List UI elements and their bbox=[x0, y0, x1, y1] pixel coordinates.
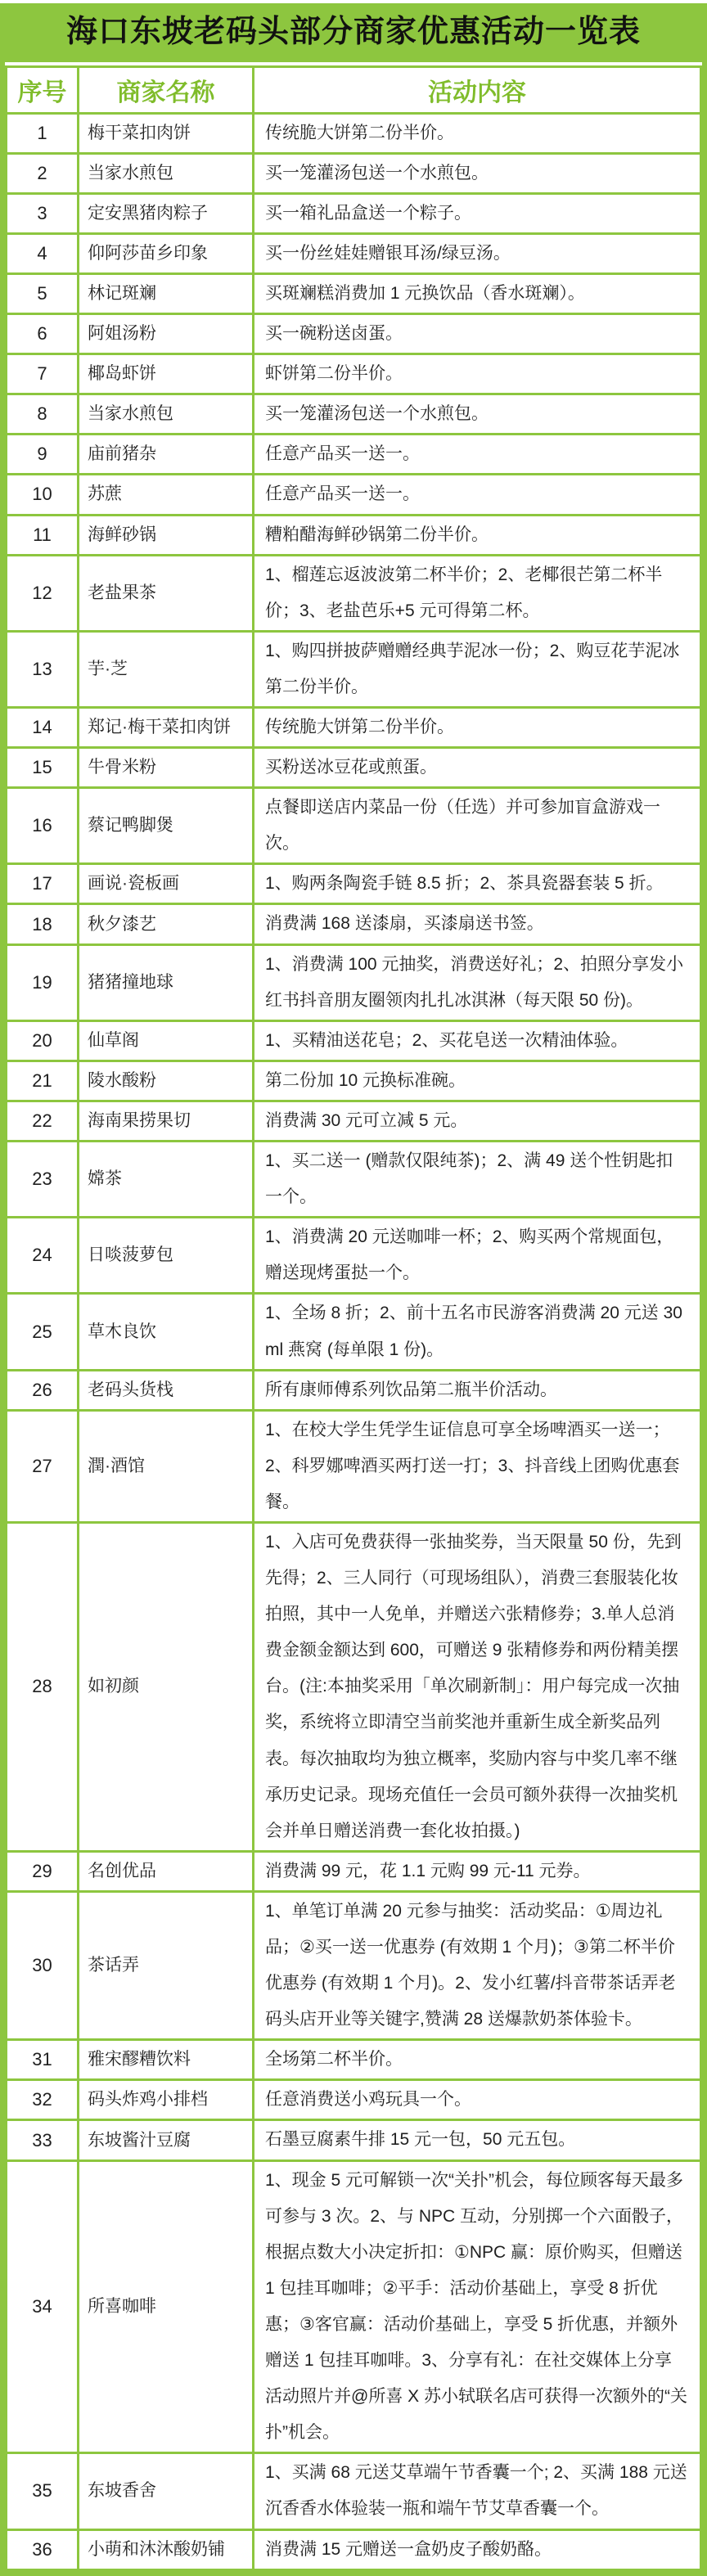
activity-cell: 消费满 99 元，花 1.1 元购 99 元-11 元券。 bbox=[254, 1851, 701, 1891]
row-number-cell: 33 bbox=[7, 2120, 79, 2160]
activity-cell: 消费满 30 元可立减 5 元。 bbox=[254, 1101, 701, 1141]
merchant-name-cell: 海南果捞果切 bbox=[79, 1101, 254, 1141]
activity-cell: 1、买二送一 (赠款仅限纯茶)；2、满 49 送个性钥匙扣一个。 bbox=[254, 1142, 701, 1218]
merchant-name-cell: 茶话弄 bbox=[79, 1891, 254, 2039]
table-row bbox=[7, 1218, 701, 1294]
activity-cell: 买斑斓糕消费加 1 元换饮品（香水斑斓）。 bbox=[254, 273, 701, 313]
merchant-name-cell: 如初颜 bbox=[79, 1522, 254, 1851]
activity-cell: 1、购四拼披萨赠赠经典芋泥冰一份；2、购豆花芋泥冰第二份半价。 bbox=[254, 631, 701, 707]
merchant-name-cell: 郑记·梅干菜扣肉饼 bbox=[79, 708, 254, 748]
merchant-name-cell: 芋·芝 bbox=[79, 631, 254, 707]
activity-cell: 买一箱礼品盒送一个粽子。 bbox=[254, 193, 701, 233]
row-number-cell: 32 bbox=[7, 2080, 79, 2120]
activity-cell: 1、消费满 100 元抽奖，消费送好礼；2、拍照分享发小红书抖音朋友圈领肉扎扎冰淇淋（每天限 50 份)。 bbox=[254, 944, 701, 1020]
activity-cell: 石墨豆腐素牛排 15 元一包，50 元五包。 bbox=[254, 2120, 701, 2160]
row-number-cell: 14 bbox=[7, 708, 79, 748]
merchant-name-cell: 当家水煎包 bbox=[79, 153, 254, 193]
activity-cell: 所有康师傅系列饮品第二瓶半价活动。 bbox=[254, 1370, 701, 1410]
header-row bbox=[7, 66, 701, 113]
merchant-name-cell: 林记斑斓 bbox=[79, 273, 254, 313]
activity-cell: 任意产品买一送一。 bbox=[254, 475, 701, 515]
offers-table bbox=[5, 65, 702, 2571]
activity-cell: 1、榴莲忘返波波第二杯半价；2、老椰很芒第二杯半价；3、老盐芭乐+5 元可得第二杯。 bbox=[254, 555, 701, 631]
table-row bbox=[7, 1410, 701, 1522]
activity-cell: 1、单笔订单满 20 元参与抽奖：活动奖品：①周边礼品；②买一送一优惠券 (有效期 1 个月)；③第二杯半价优惠券 (有效期 1 个月)。2、发小红薯/抖音带茶话弄老码头店开业等关键字,赞满 28 送爆款奶茶体验卡。 bbox=[254, 1891, 701, 2039]
merchant-name-cell: 庙前猪杂 bbox=[79, 435, 254, 475]
row-number-cell: 30 bbox=[7, 1891, 79, 2039]
table-row bbox=[7, 1101, 701, 1141]
merchant-name-cell: 苏蔗 bbox=[79, 475, 254, 515]
table-row bbox=[7, 788, 701, 864]
merchant-name-cell: 小萌和沐沐酸奶铺 bbox=[79, 2529, 254, 2569]
merchant-name-cell: 东坡香舍 bbox=[79, 2453, 254, 2529]
table-row bbox=[7, 2040, 701, 2080]
table-row bbox=[7, 944, 701, 1020]
merchant-name-cell: 日啖菠萝包 bbox=[79, 1218, 254, 1294]
table-row bbox=[7, 864, 701, 904]
row-number-cell: 5 bbox=[7, 273, 79, 313]
activity-cell: 传统脆大饼第二份半价。 bbox=[254, 708, 701, 748]
row-number-cell: 1 bbox=[7, 113, 79, 153]
table-body bbox=[7, 113, 701, 2569]
row-number-cell: 3 bbox=[7, 193, 79, 233]
row-number-cell: 20 bbox=[7, 1020, 79, 1061]
table-row bbox=[7, 394, 701, 435]
activity-cell: 买一笼灌汤包送一个水煎包。 bbox=[254, 153, 701, 193]
row-number-cell: 15 bbox=[7, 748, 79, 788]
row-number-cell: 12 bbox=[7, 555, 79, 631]
row-number-cell: 4 bbox=[7, 233, 79, 273]
merchant-name-cell: 梅干菜扣肉饼 bbox=[79, 113, 254, 153]
activity-cell: 任意产品买一送一。 bbox=[254, 435, 701, 475]
row-number-cell: 16 bbox=[7, 788, 79, 864]
table-row bbox=[7, 1020, 701, 1061]
merchant-name-cell: 东坡酱汁豆腐 bbox=[79, 2120, 254, 2160]
table-row bbox=[7, 2453, 701, 2529]
row-number-cell: 9 bbox=[7, 435, 79, 475]
table-row bbox=[7, 1891, 701, 2039]
merchant-name-cell: 阿姐汤粉 bbox=[79, 314, 254, 354]
table-row bbox=[7, 2529, 701, 2569]
row-number-cell: 29 bbox=[7, 1851, 79, 1891]
column-header-activity: 活动内容 bbox=[254, 66, 701, 113]
activity-cell: 买一份丝娃娃赠银耳汤/绿豆汤。 bbox=[254, 233, 701, 273]
activity-cell: 1、买满 68 元送艾草端午节香囊一个; 2、买满 188 元送沉香香水体验装一瓶和端午节艾草香囊一个。 bbox=[254, 2453, 701, 2529]
page-title: 海口东坡老码头部分商家优惠活动一览表 bbox=[65, 15, 641, 49]
offers-sheet bbox=[0, 3, 707, 2576]
activity-cell: 买粉送冰豆花或煎蛋。 bbox=[254, 748, 701, 788]
row-number-cell: 27 bbox=[7, 1410, 79, 1522]
row-number-cell: 34 bbox=[7, 2160, 79, 2453]
row-number-cell: 21 bbox=[7, 1061, 79, 1101]
merchant-name-cell: 当家水煎包 bbox=[79, 394, 254, 435]
merchant-name-cell: 仰阿莎苗乡印象 bbox=[79, 233, 254, 273]
activity-cell: 1、消费满 20 元送咖啡一杯；2、购买两个常规面包，赠送现烤蛋挞一个。 bbox=[254, 1218, 701, 1294]
table-row bbox=[7, 1294, 701, 1370]
merchant-name-cell: 老码头货栈 bbox=[79, 1370, 254, 1410]
merchant-name-cell: 所喜咖啡 bbox=[79, 2160, 254, 2453]
row-number-cell: 11 bbox=[7, 515, 79, 555]
activity-cell: 1、全场 8 折；2、前十五名市民游客消费满 20 元送 30ml 燕窝 (每单限 1 份)。 bbox=[254, 1294, 701, 1370]
activity-cell: 1、入店可免费获得一张抽奖券，当天限量 50 份，先到先得；2、三人同行（可现场组队），消费三套服装化妆拍照，其中一人免单，并赠送六张精修券；3.单人总消费金额金额达到 600，可赠送 9 张精修券和两份精美摆台。(注:本抽奖采用「单次刷新制」：用户每完成一次抽奖，系统将立即清空当前奖池并重新生成全新奖品列表。每次抽取均为独立概率，奖励内容与中奖几率不继承历史记录。现场充值任一会员可额外获得一次抽奖机会并单日赠送消费一套化妆拍摄。) bbox=[254, 1522, 701, 1851]
row-number-cell: 22 bbox=[7, 1101, 79, 1141]
table-row bbox=[7, 515, 701, 555]
merchant-name-cell: 牛骨米粉 bbox=[79, 748, 254, 788]
merchant-name-cell: 草木良饮 bbox=[79, 1294, 254, 1370]
row-number-cell: 19 bbox=[7, 944, 79, 1020]
activity-cell: 虾饼第二份半价。 bbox=[254, 354, 701, 394]
row-number-cell: 26 bbox=[7, 1370, 79, 1410]
merchant-name-cell: 名创优品 bbox=[79, 1851, 254, 1891]
table-row bbox=[7, 631, 701, 707]
merchant-name-cell: 画说·瓷板画 bbox=[79, 864, 254, 904]
activity-cell: 第二份加 10 元换标准碗。 bbox=[254, 1061, 701, 1101]
row-number-cell: 6 bbox=[7, 314, 79, 354]
merchant-name-cell: 潤·酒馆 bbox=[79, 1410, 254, 1522]
table-row bbox=[7, 193, 701, 233]
activity-cell: 1、买精油送花皂；2、买花皂送一次精油体验。 bbox=[254, 1020, 701, 1061]
row-number-cell: 24 bbox=[7, 1218, 79, 1294]
table-row bbox=[7, 153, 701, 193]
table-row bbox=[7, 708, 701, 748]
table-row bbox=[7, 314, 701, 354]
activity-cell: 糟粕醋海鲜砂锅第二份半价。 bbox=[254, 515, 701, 555]
table-row bbox=[7, 2120, 701, 2160]
table-row bbox=[7, 1522, 701, 1851]
merchant-name-cell: 猪猪撞地球 bbox=[79, 944, 254, 1020]
column-header-no: 序号 bbox=[7, 66, 79, 113]
table-row bbox=[7, 1061, 701, 1101]
table-row bbox=[7, 273, 701, 313]
merchant-name-cell: 老盐果茶 bbox=[79, 555, 254, 631]
activity-cell: 消费满 15 元赠送一盒奶皮子酸奶酪。 bbox=[254, 2529, 701, 2569]
row-number-cell: 8 bbox=[7, 394, 79, 435]
table-row bbox=[7, 1851, 701, 1891]
merchant-name-cell: 海鲜砂锅 bbox=[79, 515, 254, 555]
activity-cell: 消费满 168 送漆扇，买漆扇送书签。 bbox=[254, 904, 701, 944]
row-number-cell: 25 bbox=[7, 1294, 79, 1370]
table-row bbox=[7, 354, 701, 394]
row-number-cell: 31 bbox=[7, 2040, 79, 2080]
activity-cell: 买一碗粉送卤蛋。 bbox=[254, 314, 701, 354]
table-row bbox=[7, 555, 701, 631]
table-row bbox=[7, 1370, 701, 1410]
merchant-name-cell: 仙草阁 bbox=[79, 1020, 254, 1061]
merchant-name-cell: 陵水酸粉 bbox=[79, 1061, 254, 1101]
row-number-cell: 17 bbox=[7, 864, 79, 904]
row-number-cell: 36 bbox=[7, 2529, 79, 2569]
row-number-cell: 35 bbox=[7, 2453, 79, 2529]
merchant-name-cell: 嫦茶 bbox=[79, 1142, 254, 1218]
activity-cell: 1、现金 5 元可解锁一次“关扑”机会，每位顾客每天最多可参与 3 次。2、与 NPC 互动，分别掷一个六面骰子，根据点数大小决定折扣：①NPC 赢：原价购买，但赠送 1 包挂耳咖啡；②平手：活动价基础上，享受 8 折优惠；③客官赢：活动价基础上，享受 5 折优惠，并额外赠送 1 包挂耳咖啡。3、分享有礼：在社交媒体上分享活动照片并@所喜 X 苏小轼联名店可获得一次额外的“关扑”机会。 bbox=[254, 2160, 701, 2453]
title-bar bbox=[5, 3, 702, 65]
table-row bbox=[7, 113, 701, 153]
activity-cell: 1、购两条陶瓷手链 8.5 折；2、茶具瓷器套装 5 折。 bbox=[254, 864, 701, 904]
table-row bbox=[7, 233, 701, 273]
activity-cell: 全场第二杯半价。 bbox=[254, 2040, 701, 2080]
row-number-cell: 23 bbox=[7, 1142, 79, 1218]
row-number-cell: 13 bbox=[7, 631, 79, 707]
activity-cell: 传统脆大饼第二份半价。 bbox=[254, 113, 701, 153]
table-row bbox=[7, 435, 701, 475]
activity-cell: 任意消费送小鸡玩具一个。 bbox=[254, 2080, 701, 2120]
activity-cell: 点餐即送店内菜品一份（任选）并可参加盲盒游戏一次。 bbox=[254, 788, 701, 864]
activity-cell: 1、在校大学生凭学生证信息可享全场啤酒买一送一；2、科罗娜啤酒买两打送一打；3、抖音线上团购优惠套餐。 bbox=[254, 1410, 701, 1522]
row-number-cell: 10 bbox=[7, 475, 79, 515]
merchant-name-cell: 蔡记鸭脚煲 bbox=[79, 788, 254, 864]
merchant-name-cell: 码头炸鸡小排档 bbox=[79, 2080, 254, 2120]
row-number-cell: 28 bbox=[7, 1522, 79, 1851]
row-number-cell: 18 bbox=[7, 904, 79, 944]
table-row bbox=[7, 1142, 701, 1218]
merchant-name-cell: 椰岛虾饼 bbox=[79, 354, 254, 394]
table-row bbox=[7, 475, 701, 515]
row-number-cell: 7 bbox=[7, 354, 79, 394]
column-header-name: 商家名称 bbox=[79, 66, 254, 113]
table-row bbox=[7, 2160, 701, 2453]
merchant-name-cell: 秋夕漆艺 bbox=[79, 904, 254, 944]
row-number-cell: 2 bbox=[7, 153, 79, 193]
table-row bbox=[7, 904, 701, 944]
merchant-name-cell: 雅宋醪糟饮料 bbox=[79, 2040, 254, 2080]
table-row bbox=[7, 748, 701, 788]
activity-cell: 买一笼灌汤包送一个水煎包。 bbox=[254, 394, 701, 435]
table-row bbox=[7, 2080, 701, 2120]
merchant-name-cell: 定安黑猪肉粽子 bbox=[79, 193, 254, 233]
